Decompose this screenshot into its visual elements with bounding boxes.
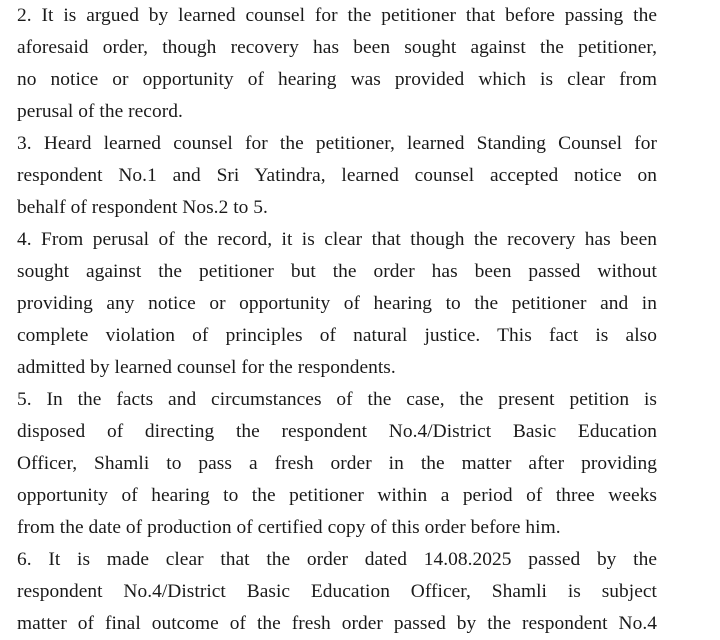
para-2-line-1: 2. It is argued by learned counsel for the petitioner that before passing the bbox=[17, 5, 657, 26]
para-6-line-1: 6. It is made clear that the order dated 14.08.2025 passed by the bbox=[17, 549, 657, 570]
para-4-line-2: sought against the petitioner but the order has been passed without bbox=[17, 261, 657, 282]
para-6-line-2: respondent No.4/District Basic Education Officer, Shamli is subject bbox=[17, 581, 657, 602]
para-3-line-1: 3. Heard learned counsel for the petitioner, learned Standing Counsel for bbox=[17, 133, 657, 154]
para-4-line-1: 4. From perusal of the record, it is clear that though the recovery has been bbox=[17, 229, 657, 250]
para-2-line-3: no notice or opportunity of hearing was provided which is clear from bbox=[17, 69, 657, 90]
para-5-line-5: from the date of production of certified copy of this order before him. bbox=[17, 517, 561, 538]
para-5-line-1: 5. In the facts and circumstances of the case, the present petition is bbox=[17, 389, 657, 410]
para-4-line-4: complete violation of principles of natural justice. This fact is also bbox=[17, 325, 657, 346]
para-5-line-4: opportunity of hearing to the petitioner within a period of three weeks bbox=[17, 485, 657, 506]
para-2-line-2: aforesaid order, though recovery has been sought against the petitioner, bbox=[17, 37, 657, 58]
para-2-line-4: perusal of the record. bbox=[17, 101, 183, 122]
para-6-line-3: matter of final outcome of the fresh order passed by the respondent No.4 bbox=[17, 613, 657, 634]
para-3-line-3: behalf of respondent Nos.2 to 5. bbox=[17, 197, 268, 218]
para-3-line-2: respondent No.1 and Sri Yatindra, learned counsel accepted notice on bbox=[17, 165, 657, 186]
para-4-line-3: providing any notice or opportunity of hearing to the petitioner and in bbox=[17, 293, 657, 314]
para-4-line-5: admitted by learned counsel for the respondents. bbox=[17, 357, 396, 378]
para-5-line-2: disposed of directing the respondent No.4/District Basic Education bbox=[17, 421, 657, 442]
para-5-line-3: Officer, Shamli to pass a fresh order in the matter after providing bbox=[17, 453, 657, 474]
